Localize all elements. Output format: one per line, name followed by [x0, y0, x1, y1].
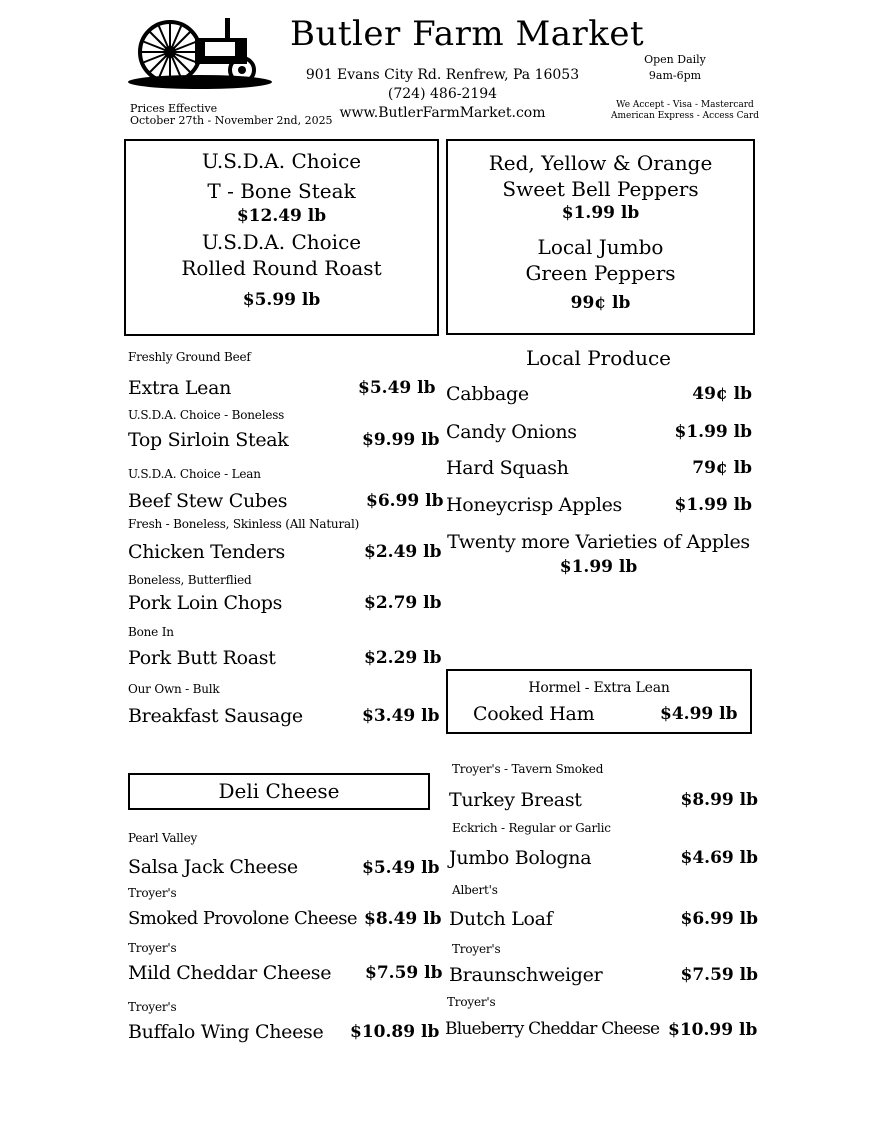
featured-meat-line-4: Rolled Round Roast: [181, 256, 382, 280]
meat-name-3: Chicken Tenders: [128, 541, 285, 563]
meat-name-1: Top Sirloin Steak: [128, 429, 289, 451]
deli-meat-sub-0: Troyer's - Tavern Smoked: [452, 762, 604, 776]
featured-produce-box: [446, 139, 755, 335]
meat-price-0: $5.49 lb: [358, 378, 436, 398]
apples-varieties-price: $1.99 lb: [559, 557, 638, 577]
meat-name-5: Pork Butt Roast: [128, 647, 276, 669]
prices-effective-dates: October 27th - November 2nd, 2025: [130, 114, 333, 127]
featured-produce-price-1: $1.99 lb: [561, 203, 640, 223]
featured-meat-line-3: U.S.D.A. Choice: [201, 230, 362, 254]
cheese-price-3: $10.89 lb: [350, 1022, 440, 1042]
deli-meat-sub-3: Troyer's: [452, 942, 501, 956]
meat-price-4: $2.79 lb: [364, 593, 442, 613]
featured-meat-line-1: U.S.D.A. Choice: [201, 149, 362, 173]
deli-meat-price-4: $10.99 lb: [668, 1020, 758, 1040]
cheese-sub-2: Troyer's: [128, 941, 177, 955]
meat-name-2: Beef Stew Cubes: [128, 490, 288, 512]
meat-sub-4: Boneless, Butterflied: [128, 573, 252, 587]
market-website: www.ButlerFarmMarket.com: [339, 105, 546, 121]
featured-produce-price-2: 99¢ lb: [570, 293, 631, 313]
deli-meat-sub-2: Albert's: [452, 883, 498, 897]
cheese-sub-3: Troyer's: [128, 1000, 177, 1014]
meat-price-6: $3.49 lb: [362, 706, 440, 726]
market-phone: (724) 486-2194: [387, 86, 498, 102]
hours-value: 9am-6pm: [648, 69, 702, 82]
featured-produce-line-3: Local Jumbo: [537, 235, 664, 259]
local-produce-heading: Local Produce: [526, 346, 671, 370]
produce-name-0: Cabbage: [446, 383, 529, 405]
meat-sub-2: U.S.D.A. Choice - Lean: [128, 467, 261, 481]
deli-meat-price-1: $4.69 lb: [680, 848, 758, 868]
meat-name-0: Extra Lean: [128, 377, 232, 399]
deli-meat-price-2: $6.99 lb: [680, 909, 758, 929]
deli-meat-sub-4: Troyer's: [447, 995, 496, 1009]
cheese-price-1: $8.49 lb: [364, 909, 442, 929]
deli-meat-sub-1: Eckrich - Regular or Garlic: [452, 821, 611, 835]
deli-meat-name-1: Jumbo Bologna: [449, 847, 592, 869]
meat-sub-5: Bone In: [128, 625, 174, 639]
meat-price-2: $6.99 lb: [366, 491, 444, 511]
produce-price-0: 49¢ lb: [692, 384, 752, 404]
featured-produce-line-4: Green Peppers: [525, 261, 676, 285]
cheese-name-3: Buffalo Wing Cheese: [128, 1021, 324, 1043]
featured-produce-line-2: Sweet Bell Peppers: [502, 177, 699, 201]
cheese-price-0: $5.49 lb: [362, 858, 440, 878]
hours-label: Open Daily: [644, 53, 706, 66]
cheese-sub-1: Troyer's: [128, 886, 177, 900]
meat-price-1: $9.99 lb: [362, 430, 440, 450]
produce-name-3: Honeycrisp Apples: [446, 494, 622, 516]
featured-produce-line-1: Red, Yellow & Orange: [488, 151, 713, 175]
featured-meat-price-2: $5.99 lb: [242, 290, 321, 310]
meat-sub-1: U.S.D.A. Choice - Boneless: [128, 408, 285, 422]
meat-name-4: Pork Loin Chops: [128, 592, 283, 614]
produce-price-1: $1.99 lb: [674, 422, 752, 442]
tractor-logo-icon: [125, 14, 275, 90]
ham-price: $4.99 lb: [660, 704, 738, 724]
deli-meat-price-3: $7.59 lb: [680, 965, 758, 985]
cheese-name-0: Salsa Jack Cheese: [128, 856, 298, 878]
deli-meat-price-0: $8.99 lb: [680, 790, 758, 810]
featured-meat-price-1: $12.49 lb: [236, 206, 327, 226]
meat-price-3: $2.49 lb: [364, 542, 442, 562]
ham-name: Cooked Ham: [473, 703, 595, 725]
featured-meat-box: [124, 139, 439, 336]
meat-price-5: $2.29 lb: [364, 648, 442, 668]
deli-meat-name-3: Braunschweiger: [449, 964, 603, 986]
meat-sub-0: Freshly Ground Beef: [128, 350, 251, 364]
payment-line-1: We Accept - Visa - Mastercard: [616, 100, 754, 110]
payment-line-2: American Express - Access Card: [611, 111, 759, 121]
produce-name-2: Hard Squash: [446, 457, 569, 479]
meat-sub-6: Our Own - Bulk: [128, 682, 220, 696]
meat-name-6: Breakfast Sausage: [128, 705, 303, 727]
cheese-sub-0: Pearl Valley: [128, 831, 198, 845]
market-address: 901 Evans City Rd. Renfrew, Pa 16053: [305, 67, 580, 83]
cheese-name-1: Smoked Provolone Cheese: [128, 908, 357, 929]
deli-meat-name-4: Blueberry Cheddar Cheese: [445, 1019, 660, 1039]
deli-meat-name-0: Turkey Breast: [449, 789, 582, 811]
cheese-name-2: Mild Cheddar Cheese: [128, 962, 332, 984]
produce-price-2: 79¢ lb: [692, 458, 752, 478]
ham-sub: Hormel - Extra Lean: [528, 680, 670, 696]
apples-varieties-line: Twenty more Varieties of Apples: [447, 531, 750, 553]
meat-sub-3: Fresh - Boneless, Skinless (All Natural): [128, 517, 360, 531]
deli-cheese-heading: Deli Cheese: [218, 779, 340, 803]
featured-meat-line-2: T - Bone Steak: [207, 179, 356, 203]
prices-effective-label: Prices Effective: [130, 102, 218, 115]
market-title: Butler Farm Market: [290, 14, 645, 54]
produce-name-1: Candy Onions: [446, 421, 577, 443]
deli-meat-name-2: Dutch Loaf: [449, 908, 553, 930]
cheese-price-2: $7.59 lb: [365, 963, 443, 983]
produce-price-3: $1.99 lb: [674, 495, 752, 515]
